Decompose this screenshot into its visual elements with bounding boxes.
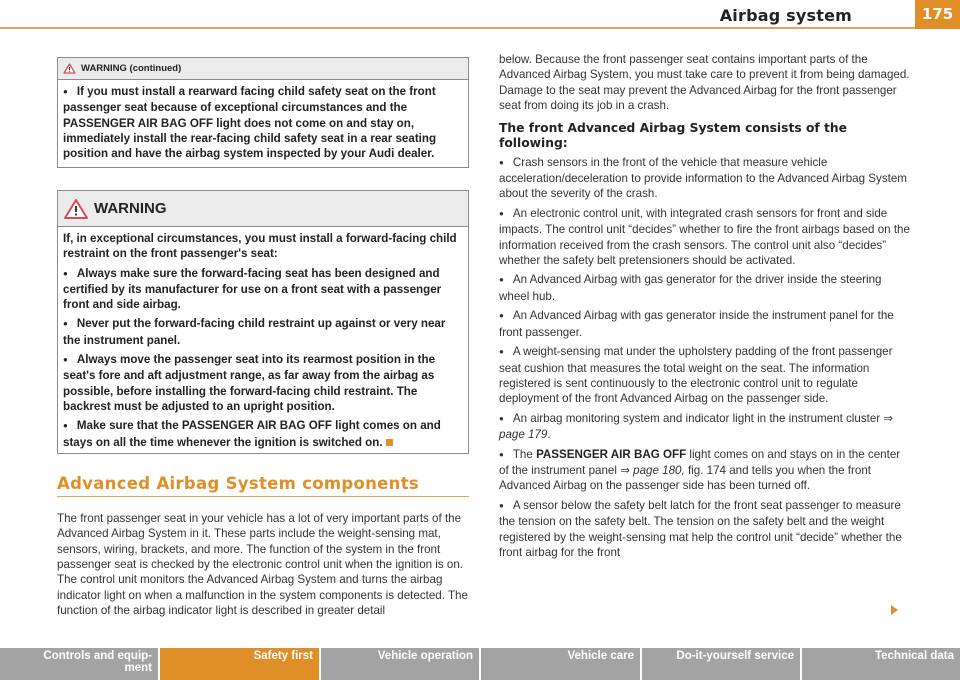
warning-triangle-icon	[63, 63, 76, 74]
warning-body	[58, 227, 468, 453]
warning-triangle-icon	[63, 198, 89, 220]
warning-continued-heading: WARNING (continued)	[81, 62, 182, 74]
end-of-section-marker	[386, 439, 393, 446]
page-title: Airbag system	[719, 6, 852, 25]
cross-reference-arrow-icon: ⇒	[620, 463, 630, 477]
warning-continued-header	[58, 58, 468, 80]
tab-label: Safety first	[253, 650, 313, 662]
components-subheading: The front Advanced Airbag System consists of the following:	[499, 120, 847, 151]
tab-do-it-yourself-service[interactable]	[642, 648, 802, 680]
tab-vehicle-operation[interactable]	[321, 648, 481, 680]
tab-label: Controls and equip-	[43, 650, 152, 662]
warning-continued-item: ● If you must install a rearward facing child safety seat on the front passenger seat because of exceptional circumstances and the PASSENGER AIR BAG OFF light does not come on and stay on, immediately install the rear-facing child safety seat in a rear seating position and have the airbag system inspected by your Audi dealer.	[63, 84, 463, 161]
page-180-link[interactable]: page 180,	[633, 463, 685, 477]
warning-item: ● Never put the forward-facing child restraint up against or very near the instrument panel.	[63, 316, 463, 348]
component-item: ● An Advanced Airbag with gas generator for the driver inside the steering wheel hub.	[499, 272, 911, 304]
item-text: An airbag monitoring system and indicator light in the instrument cluster	[512, 411, 881, 425]
tab-safety-first[interactable]	[160, 648, 321, 680]
warning-heading: WARNING	[94, 199, 167, 217]
warning-item-text: Make sure that the PASSENGER AIR BAG OFF light comes on and stays on all the time whenever the ignition is switched on.	[63, 419, 441, 449]
warning-item: ● Always move the passenger seat into its rearmost position in the seat's fore and aft adjustment range, as far away from the airbag as possible, before installing the forward-facing child restraint. The backrest must be adjusted to an upright position.	[63, 352, 463, 414]
section-paragraph: The front passenger seat in your vehicle has a lot of very important parts of the Advanced Airbag System in it. These parts include the weight-sensing mat, sensors, wiring, brackets, and more. The function of the system in the front passenger seat is checked by the electronic control unit when the ignition is on. The control unit monitors the Advanced Airbag System and turns the airbag indicator light on when a malfunction in the system components is detected. The function of the airbag indicator light is described in greater detail	[57, 511, 468, 618]
page-179-link[interactable]: page 179	[499, 428, 548, 442]
warning-item	[63, 418, 463, 450]
left-column	[57, 57, 469, 619]
tab-label: Do-it-yourself service	[676, 650, 794, 662]
component-item	[499, 447, 911, 494]
component-item: ● A sensor below the safety belt latch for the front seat passenger to measure the tension on the safety belt. The tension on the safety belt and the weight registered by the weight-sensing mat help the control unit “decide” whether the front airbag for the front	[499, 498, 911, 561]
component-item: ● A weight-sensing mat under the upholstery padding of the front passenger seat cushion that measures the total weight on the seat. The information registered is sent continuously to the electronic control unit to regulate deployment of the front Advanced Airbag on the passenger side.	[499, 344, 911, 407]
tab-label: Vehicle care	[567, 650, 634, 662]
section-heading: Advanced Airbag System components	[57, 474, 469, 497]
warning-item: ● Always make sure the forward-facing seat has been designed and certified by its manufacturer for use on a front seat with a passenger front and side airbag.	[63, 266, 463, 313]
component-item: ● An electronic control unit, with integrated crash sensors for front and side impacts. The control unit “decides” whether to fire the front airbags based on the information received from the crash sensors. The control unit also “decides” whether the safety belt pretensioners should be activated.	[499, 206, 911, 269]
header-rule	[0, 27, 920, 29]
item-text: light comes on and stays on in the center of the instrument panel	[499, 447, 901, 477]
cross-reference-arrow-icon: ⇒	[883, 411, 894, 425]
tab-label: Vehicle operation	[377, 650, 473, 662]
item-text: fig. 174 and tells you when the front Advanced Airbag on the passenger side has been turned off.	[499, 463, 871, 493]
tab-label-line2: ment	[124, 661, 152, 674]
warning-box	[57, 190, 469, 454]
page-number: 175	[915, 0, 960, 29]
component-item: ● An Advanced Airbag with gas generator inside the instrument panel for the front passenger.	[499, 308, 911, 340]
warning-continued-body	[58, 80, 468, 164]
chapter-tab-bar	[0, 648, 960, 680]
item-text-end: .	[547, 428, 551, 442]
continue-arrow-icon	[891, 605, 898, 615]
right-column	[499, 52, 911, 564]
component-item	[499, 411, 911, 443]
indicator-label: PASSENGER AIR BAG OFF	[536, 447, 687, 461]
tab-controls-and-equipment[interactable]	[0, 648, 160, 680]
item-text: The	[512, 447, 533, 461]
continuation-paragraph: below. Because the front passenger seat contains important parts of the Advanced Airbag System, you must take care to prevent it from being damaged. Damage to the seat may prevent the Advanced Airbag for the front passenger seat from doing its job in a crash.	[499, 53, 910, 113]
tab-vehicle-care[interactable]	[481, 648, 642, 680]
warning-header	[58, 191, 468, 227]
component-item: ● Crash sensors in the front of the vehicle that measure vehicle acceleration/deceleration to provide information to the Advanced Airbag System about the severity of the crash.	[499, 155, 911, 202]
warning-intro: If, in exceptional circumstances, you must install a forward-facing child restraint on the front passenger's seat:	[63, 232, 457, 261]
warning-continued-box	[57, 57, 469, 168]
tab-technical-data[interactable]	[802, 648, 960, 680]
tab-label: Technical data	[874, 650, 954, 662]
